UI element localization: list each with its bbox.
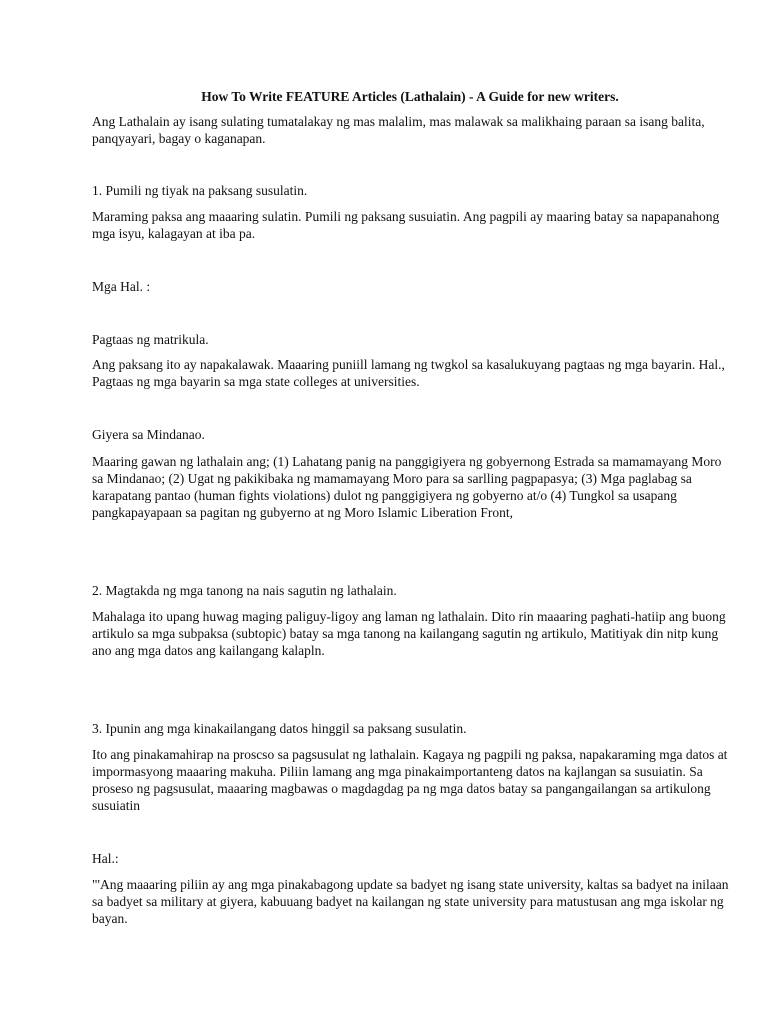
example-label: Hal.: (92, 851, 119, 866)
document-title: How To Write FEATURE Articles (Lathalain) - A Guide for new writers. (201, 89, 619, 104)
step-1-paragraph: Maraming paksa ang maaaring sulatin. Pumili ng paksang susuiatin. Ang pagpili ay maaring batay sa napapanahong mga isyu, kalagayan at iba pa. (92, 209, 720, 241)
example-1-paragraph: Ang paksang ito ay napakalawak. Maaaring puniill lamang ng twgkol sa kasalukuyang pagtaas ng mga bayarin. Hal., Pagtaas ng mga bayarin sa mga state colleges at universities. (92, 357, 725, 389)
step-3-heading: 3. Ipunin ang mga kinakailangang datos hinggil sa paksang susulatin. (92, 721, 467, 736)
step-1-heading: 1. Pumili ng tiyak na paksang susulatin. (92, 183, 308, 198)
examples-label: Mga Hal. : (92, 279, 151, 294)
example-2-paragraph: Maaring gawan ng lathalain ang; (1) Lahatang panig na panggigiyera ng gobyernong Estrada sa mamamayang Moro sa Mindanao; (2) Ugat ng pakikibaka ng mamamayang Moro para sa sarlling pagpapasya; (3) Mga paglabag sa karapatang pantao (human fights violations) dulot ng panggigiyera ng gobyerno at/o (4) Tungkol sa usapang pangkapayapaan sa pagitan ng gubyerno at ng Moro Islamic Liberation Front, (92, 454, 722, 520)
example-1-heading: Pagtaas ng matrikula. (92, 332, 209, 347)
step-2-paragraph: Mahalaga ito upang huwag maging paliguy-ligoy ang laman ng lathalain. Dito rin maaaring paghati-hatiip ang buong artikulo sa mga subpaksa (subtopic) batay sa mga tanong na kailangang sagutin ng artikulo, Matitiyak din nitp kung ano ang mga datos ang kailangang kalapln. (92, 609, 726, 658)
intro-paragraph: Ang Lathalain ay isang sulating tumatalakay ng mas malalim, mas malawak sa malikhaing paraan sa isang balita, panqyayari, bagay o kaganapan. (92, 114, 705, 146)
step-3-paragraph: Ito ang pinakamahirap na proscso sa pagsusulat ng lathalain. Kagaya ng pagpili ng paksa, napakaraming mga datos at impormasyong maaaring makuha. Piliin lamang ang mga pinakaimportanteng datos na kajlangan sa susuiatin. Sa proseso ng pagsusulat, maaaring magbawas o magdagdag pa ng mga datos batay sa pangangailangan sa artikulong susuiatin (92, 747, 728, 813)
example-2-heading: Giyera sa Mindanao. (92, 427, 205, 442)
step-2-heading: 2. Magtakda ng mga tanong na nais sagutin ng lathalain. (92, 583, 397, 598)
example-paragraph: "'Ang maaaring piliin ay ang mga pinakabagong update sa badyet ng isang state university, kaltas sa badyet na inilaan sa badyet sa military at giyera, kabuuang badyet na kailangan ng state university para matustusan ang mga iskolar ng bayan. (92, 877, 729, 926)
